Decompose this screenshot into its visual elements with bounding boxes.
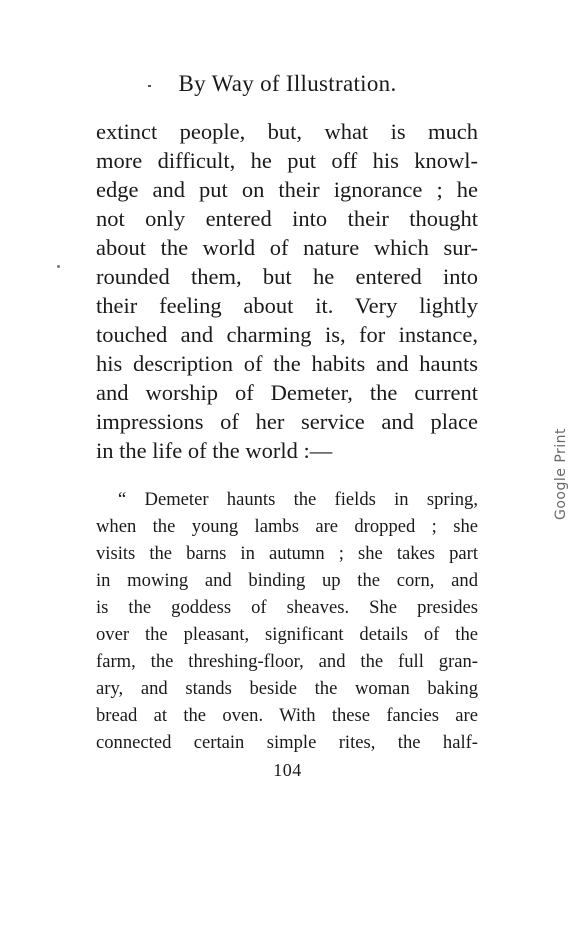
ink-speck [57,265,60,268]
running-head [0,71,575,97]
body-line: touched and charming is, for instance, [96,322,478,347]
body-line: more difficult, he put off his knowl- [96,148,478,173]
quote-line: when the young lambs are dropped ; she [96,516,478,537]
google-print-watermark: Google Print [553,427,569,521]
block-quote [96,486,478,756]
quote-line: over the pleasant, significant details of the [96,624,478,645]
quote-line: bread at the oven. With these fancies are [96,705,478,726]
body-line: not only entered into their thought [96,206,478,231]
body-line: edge and put on their ignorance ; he [96,177,478,202]
quote-line: ary, and stands beside the woman baking [96,678,478,699]
quote-line: farm, the threshing-floor, and the full gran- [96,651,478,672]
body-line: in the life of the world :— [96,438,333,463]
body-paragraph [96,117,478,465]
body-line: his description of the habits and haunts [96,351,478,376]
body-line: about the world of nature which sur- [96,235,478,260]
body-line: and worship of Demeter, the current [96,380,478,405]
quote-line: in mowing and binding up the corn, and [96,570,478,591]
ink-mark [148,85,151,87]
body-line: extinct people, but, what is much [96,119,478,144]
quote-line: “ Demeter haunts the fields in spring, [118,489,478,510]
page-number: 104 [273,760,302,780]
body-line: rounded them, but he entered into [96,264,478,289]
quote-line: visits the barns in autumn ; she takes part [96,543,478,564]
running-head-text: By Way of Illustration. [178,71,397,96]
quote-line: is the goddess of sheaves. She presides [96,597,478,618]
body-line: their feeling about it. Very lightly [96,293,478,318]
body-line: impressions of her service and place [96,409,478,434]
quote-line: connected certain simple rites, the half- [96,732,478,753]
